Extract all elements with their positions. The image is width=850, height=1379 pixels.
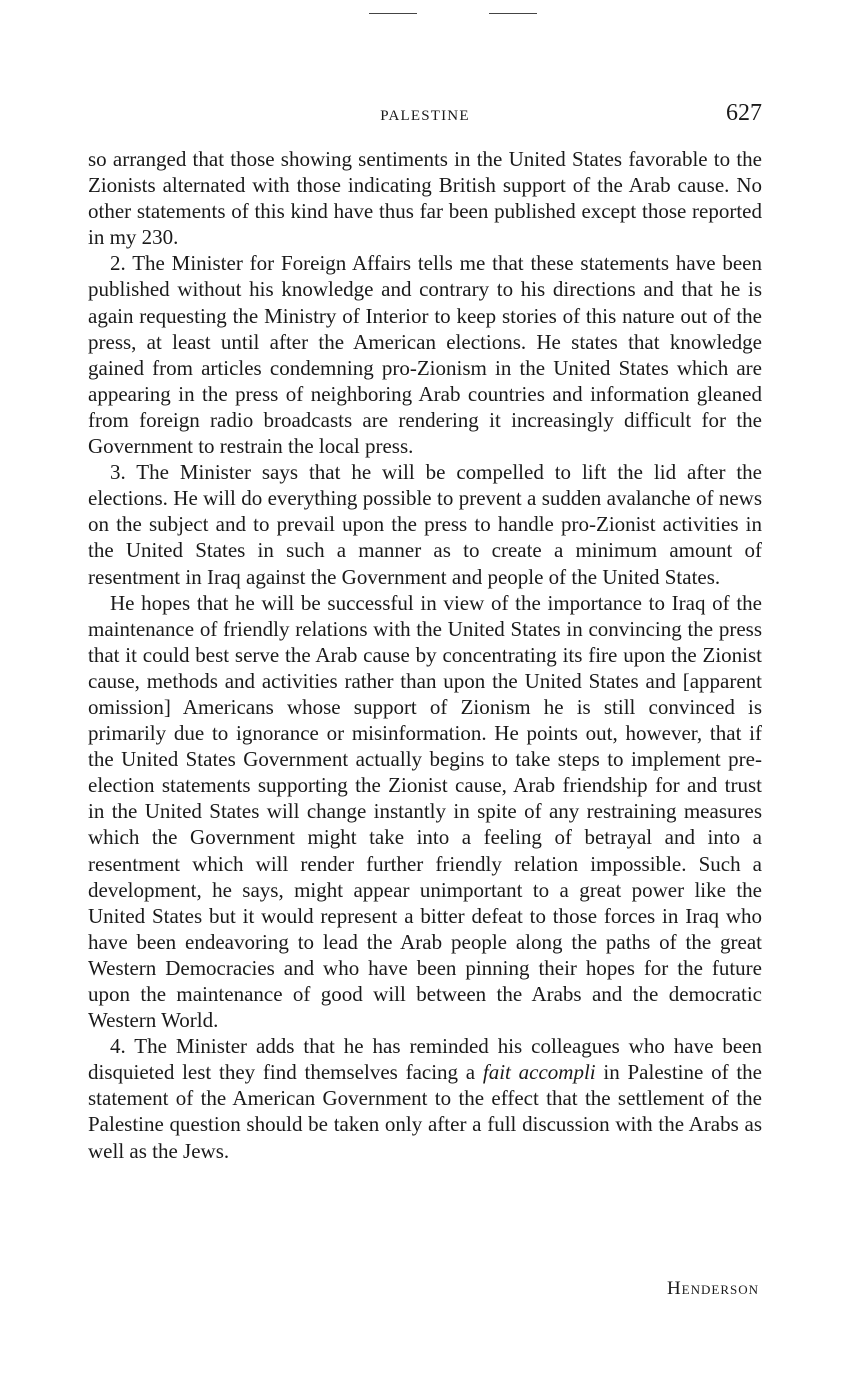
page-header (88, 100, 762, 132)
paragraph-4-text-after: in Palestine of the statement of the American Government to the effect that the settlement of the Palestine question should be taken only after a full discussion with the Arabs as well as the Jews. (88, 1060, 762, 1163)
paragraph-4-text-before: 4. The Minister adds that he has reminded his colleagues who have been disquieted lest they find themselves facing a (88, 1034, 762, 1085)
paragraph-4 (88, 1033, 762, 1163)
paragraph-2: 2. The Minister for Foreign Affairs tells me that these statements have been published without his knowledge and contrary to his directions and that he is again requesting the Ministry of Interior to keep stories of this nature out of the press, at least until after the American elections. He states that knowledge gained from articles condemning pro-Zionism in the United States which are appearing in the press of neighboring Arab countries and information gleaned from foreign radio broadcasts are rendering it increasingly difficult for the Government to restrain the local press. (88, 251, 762, 459)
paragraph-continuation: so arranged that those showing sentiments in the United States favorable to the Zionists alternated with those indicating British support of the Arab cause. No other statements of this kind have thus far been published except those reported in my 230. (88, 147, 762, 250)
signature: Henderson (666, 1278, 759, 1299)
top-rule-left (369, 13, 417, 14)
paragraph-3: 3. The Minister says that he will be compelled to lift the lid after the elections. He will do everything possible to prevent a sudden avalanche of news on the subject and to prevail upon the press to handle pro-Zionist activities in the United States in such a manner as to create a minimum amount of resentment in Iraq against the Government and people of the United States. (88, 460, 762, 589)
running-head: PALESTINE (380, 108, 470, 124)
page-number: 627 (726, 100, 762, 126)
paragraph-4-italic: fait accompli (482, 1060, 596, 1085)
paragraph-hopes: He hopes that he will be successful in view of the importance to Iraq of the maintenance of friendly relations with the United States in convincing the press that it could best serve the Arab cause by concentrating its fire upon the Zionist cause, methods and activities rather than upon the United States and [apparent omission] Americans whose support of Zionism he is still convinced is primarily due to ignorance or misinformation. He points out, however, that if the United States Government actually begins to take steps to implement pre-election statements supporting the Zionist cause, Arab friendship for and trust in the United States will change instantly in spite of any restraining measures which the Government might take into a feeling of betrayal and into a resentment which will render further friendly relation impossible. Such a development, he says, might appear unimportant to a great power like the United States but it would represent a bitter defeat to those forces in Iraq who have been endeavoring to lead the Arab people along the paths of the great Western Democracies and who have been pinning their hopes for the future upon the maintenance of good will between the Arabs and the democratic Western World. (88, 590, 762, 1033)
top-rule-right (489, 13, 537, 14)
body-text (88, 146, 762, 1164)
